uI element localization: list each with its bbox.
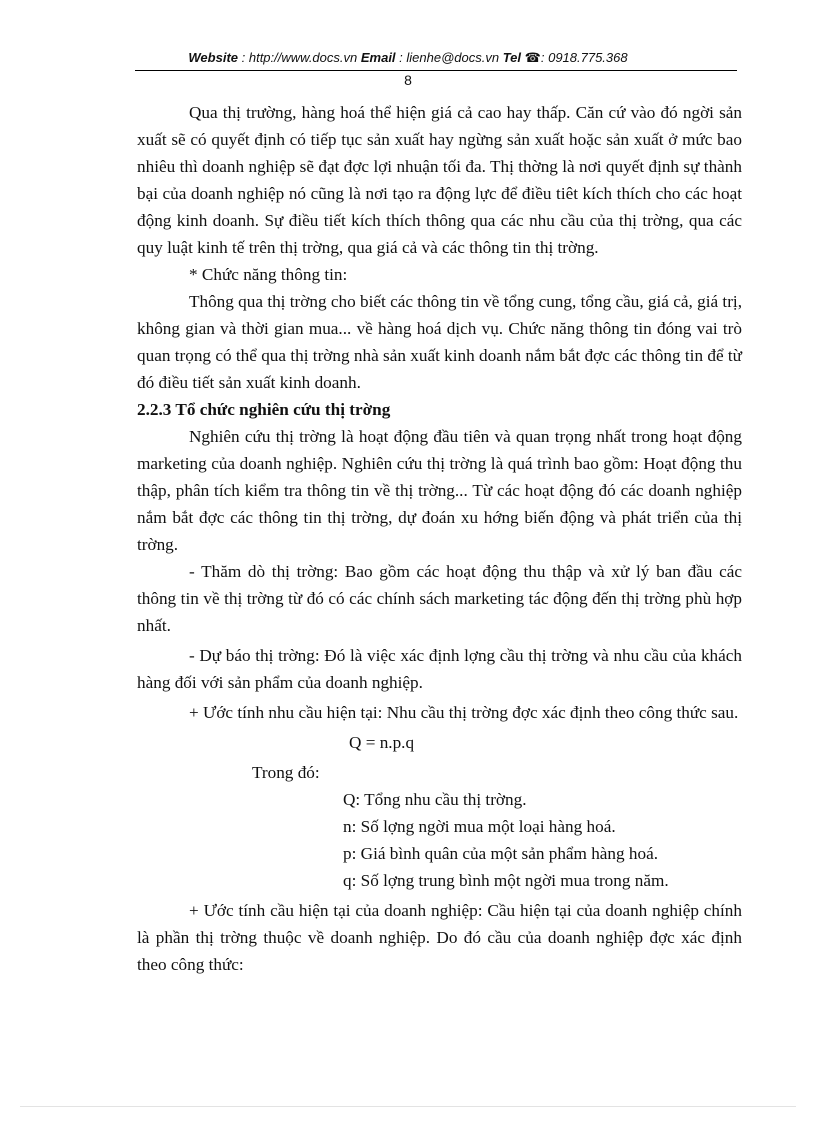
- formula-definition: Q: Tổng nhu cầu thị trờng.: [343, 790, 527, 809]
- page-bottom-edge: [20, 1106, 796, 1107]
- header-rule: [135, 70, 737, 71]
- tel-label: Tel: [502, 50, 522, 65]
- email-value: : lienhe@docs.vn: [399, 50, 500, 65]
- tel-value: : 0918.775.368: [540, 50, 628, 65]
- phone-icon: ☎: [524, 50, 541, 65]
- formula-definition: q: Số lợng trung bình một ngời mua trong năm.: [343, 871, 669, 890]
- paragraph: Nghiên cứu thị trờng là hoạt động đầu tiên và quan trọng nhất trong hoạt động marketing của doanh nghiệp. Nghiên cứu thị trờng là quá trình bao gồm: Hoạt động thu thập, phân tích kiểm tra thông tin về thị trờng... Từ các hoạt động đó các doanh nghiệp nắm bắt đợc các thông tin thị trờng, dự đoán xu hớng biến động và phát triển của thị trờng.: [137, 427, 742, 554]
- paragraph: - Dự báo thị trờng: Đó là việc xác định lợng cầu thị trờng và nhu cầu của khách hàng đối với sản phẩm của doanh nghiệp.: [137, 646, 742, 692]
- paragraph: Thông qua thị trờng cho biết các thông tin về tổng cung, tổng cầu, giá cả, giá trị, không gian và thời gian mua... về hàng hoá dịch vụ. Chức năng thông tin đóng vai trò quan trọng có thể qua thị trờng nhà sản xuất kinh doanh nắm bắt đợc các thông tin để từ đó điều tiết sản xuất kinh doanh.: [137, 292, 742, 392]
- paragraph: + Ước tính cầu hiện tại của doanh nghiệp: Cầu hiện tại của doanh nghiệp chính là phần thị trờng thuộc về doanh nghiệp. Do đó cầu của doanh nghiệp đợc xác định theo công thức:: [137, 901, 742, 974]
- paragraph: - Thăm dò thị trờng: Bao gồm các hoạt động thu thập và xử lý ban đầu các thông tin về thị trờng từ đó có các chính sách marketing tác động đến thị trờng phù hợp nhất.: [137, 562, 742, 635]
- website-value: : http://www.docs.vn: [241, 50, 358, 65]
- section-label: * Chức năng thông tin:: [189, 265, 348, 284]
- page-number: 8: [404, 72, 412, 88]
- website-label: Website: [188, 50, 238, 65]
- email-label: Email: [360, 50, 396, 65]
- formula-definition: n: Số lợng ngời mua một loại hàng hoá.: [343, 817, 616, 836]
- page-header: [0, 50, 816, 66]
- paragraph: + Ước tính nhu cầu hiện tại: Nhu cầu thị trờng đợc xác định theo công thức sau.: [189, 703, 739, 722]
- document-body: [137, 99, 742, 978]
- paragraph: Qua thị trường, hàng hoá thể hiện giá cả cao hay thấp. Căn cứ vào đó ngời sản xuất sẽ có quyết định có tiếp tục sản xuất hay ngừng sản xuất hoặc sản xuất ở mức bao nhiêu thì doanh nghiệp sẽ đạt đợc lợi nhuận tối đa. Thị thờng là nơi quyết định sự thành bại của doanh nghiệp nó cũng là nơi tạo ra động lực để điều tiêt kích thích cho các hoạt động kinh doanh. Sự điều tiết kích thích thông qua các nhu cầu của thị trờng, qua các quy luật kinh tế trên thị trờng, qua giá cả và các thông tin thị trờng.: [137, 103, 742, 257]
- formula-definition: p: Giá bình quân của một sản phẩm hàng hoá.: [343, 844, 659, 863]
- formula-where-label: Trong đó:: [252, 763, 320, 782]
- section-heading: 2.2.3 Tổ chức nghiên cứu thị trờng: [137, 400, 391, 419]
- formula: Q = n.p.q: [349, 733, 415, 752]
